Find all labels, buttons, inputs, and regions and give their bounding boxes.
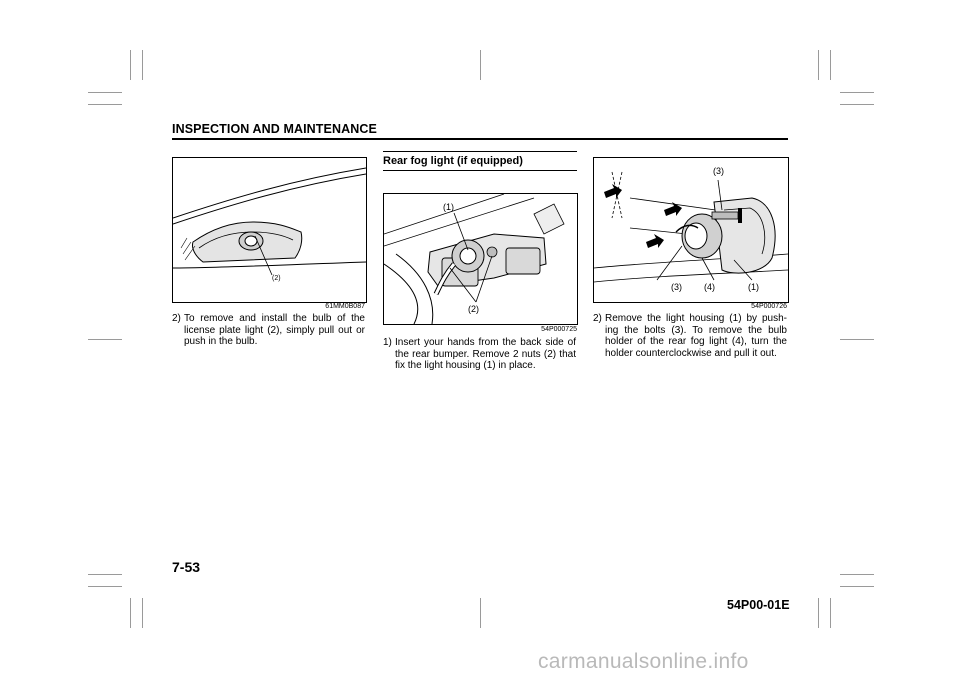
figure-callout-label: (1) bbox=[443, 202, 454, 212]
section-title: Rear fog light (if equipped) bbox=[383, 155, 523, 167]
section-rule-top bbox=[383, 151, 577, 152]
fog-light-housing-illustration bbox=[384, 194, 577, 324]
crop-mark bbox=[88, 104, 122, 105]
crop-mark bbox=[142, 598, 143, 628]
figure-rear-fog-light-housing bbox=[383, 193, 578, 325]
step-text: Insert your hands from the back side of the rear bumper. Remove 2 nuts (2) that fix the light housing (1) in place. bbox=[395, 337, 576, 372]
figure-callout-label: (2) bbox=[272, 275, 281, 282]
page-number: 7-53 bbox=[172, 559, 201, 575]
crop-mark bbox=[88, 339, 122, 340]
step-paragraph bbox=[593, 313, 787, 359]
figure-callout-label: (3) bbox=[671, 282, 682, 292]
crop-mark bbox=[130, 50, 131, 80]
crop-mark bbox=[830, 598, 831, 628]
bulb-holder-illustration bbox=[594, 158, 788, 302]
crop-mark bbox=[818, 598, 819, 628]
step-number: 2) bbox=[593, 313, 602, 324]
crop-mark bbox=[830, 50, 831, 80]
crop-mark bbox=[88, 586, 122, 587]
page-header-title: INSPECTION AND MAINTENANCE bbox=[172, 122, 377, 136]
crop-mark bbox=[840, 92, 874, 93]
crop-mark bbox=[480, 50, 481, 80]
crop-mark bbox=[840, 339, 874, 340]
document-code: 54P00-01E bbox=[727, 598, 790, 612]
crop-mark bbox=[142, 50, 143, 80]
figure-license-plate-light bbox=[172, 157, 367, 303]
crop-mark bbox=[480, 598, 481, 628]
header-rule bbox=[172, 138, 788, 140]
step-paragraph bbox=[172, 313, 365, 348]
figure-callout-label: (4) bbox=[704, 282, 715, 292]
crop-mark bbox=[88, 92, 122, 93]
crop-mark bbox=[840, 574, 874, 575]
step-number: 2) bbox=[172, 313, 181, 324]
step-number: 1) bbox=[383, 337, 392, 348]
crop-mark bbox=[818, 50, 819, 80]
figure-code: 54P000725 bbox=[541, 326, 577, 333]
crop-mark bbox=[840, 104, 874, 105]
step-paragraph bbox=[383, 337, 576, 372]
figure-fog-light-bulb-holder bbox=[593, 157, 789, 303]
crop-mark bbox=[840, 586, 874, 587]
license-plate-light-illustration bbox=[173, 158, 366, 302]
step-text: To remove and install the bulb of the license plate light (2), simply pull out or push in the bulb. bbox=[184, 313, 365, 348]
figure-code: 54P000726 bbox=[751, 303, 787, 310]
figure-code: 61MM0B087 bbox=[325, 303, 365, 310]
step-text: Remove the light housing (1) by push-ing the bolts (3). To remove the bulb holder of the rear fog light (4), turn the holder counterclockwise and pull it out. bbox=[605, 313, 787, 359]
crop-mark bbox=[88, 574, 122, 575]
crop-mark bbox=[130, 598, 131, 628]
section-rule-bottom bbox=[383, 170, 577, 171]
figure-callout-label: (2) bbox=[468, 304, 479, 314]
figure-callout-label: (3) bbox=[713, 166, 724, 176]
figure-callout-label: (1) bbox=[748, 282, 759, 292]
watermark[interactable]: carmanualsonline.info bbox=[538, 650, 749, 673]
